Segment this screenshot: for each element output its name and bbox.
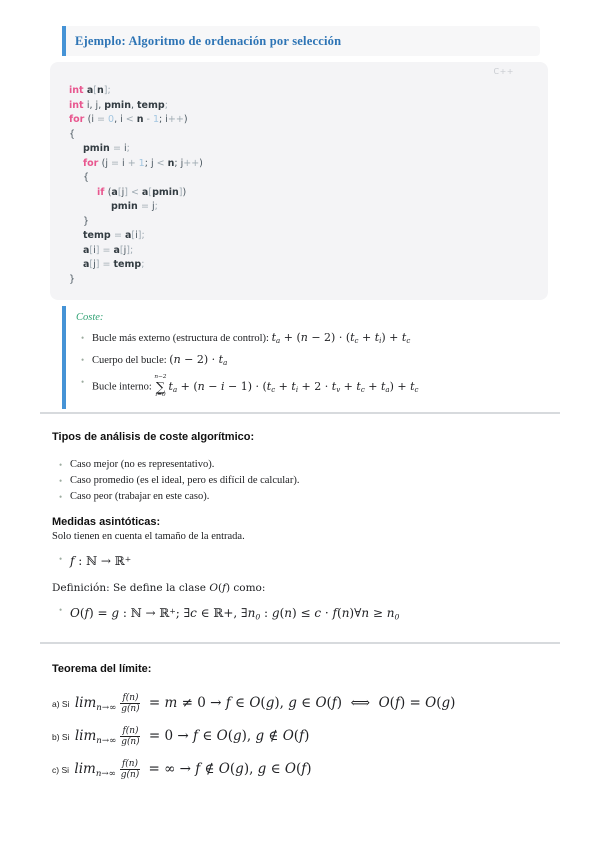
math-token: g bbox=[441, 695, 451, 711]
code-token: a bbox=[141, 186, 149, 198]
math-formula bbox=[75, 726, 310, 747]
math-token: n bbox=[173, 353, 181, 367]
math-token: ( bbox=[326, 695, 332, 711]
math-token: g bbox=[235, 761, 244, 777]
code-token: a bbox=[86, 85, 94, 96]
math-token: O bbox=[378, 695, 390, 711]
math-token: ∈ ℝ+, ∃ bbox=[196, 605, 248, 620]
coste-callout bbox=[62, 306, 536, 409]
math-token: = ∞ → bbox=[144, 761, 196, 777]
code-token: = bbox=[102, 259, 114, 270]
code-token: pmin bbox=[83, 143, 114, 154]
coste-item bbox=[92, 353, 536, 370]
code-token: j bbox=[152, 201, 155, 212]
code-line bbox=[69, 128, 203, 143]
code-token: n bbox=[167, 157, 175, 169]
math-token: ≥ bbox=[369, 605, 387, 620]
code-token: temp bbox=[83, 230, 114, 241]
medidas-list-1 bbox=[54, 553, 560, 568]
math-token: t bbox=[350, 331, 355, 344]
math-token: ), bbox=[243, 761, 258, 777]
code-token: a bbox=[83, 244, 90, 256]
math-token: f bbox=[84, 605, 89, 620]
code-line bbox=[69, 157, 203, 172]
math-token: ) + bbox=[389, 379, 411, 393]
math-token: n bbox=[247, 605, 256, 620]
math-token: : ℕ → ℝ bbox=[119, 605, 170, 620]
code-token: ) bbox=[199, 157, 203, 169]
code-token: j bbox=[93, 259, 96, 270]
math-token: t bbox=[291, 379, 296, 393]
math-token: g bbox=[255, 728, 265, 744]
code-token: j bbox=[121, 186, 125, 198]
section-teorema-limite bbox=[52, 663, 560, 786]
code-line bbox=[69, 200, 203, 215]
section-medidas-asintoticas bbox=[52, 516, 560, 623]
math-token: f bbox=[195, 761, 201, 777]
math-token: g bbox=[111, 605, 120, 620]
math-token: ) + bbox=[381, 331, 402, 344]
math-token: ( bbox=[295, 761, 302, 777]
code-token: a bbox=[111, 186, 118, 198]
math-token: f bbox=[332, 605, 337, 620]
math-token: − 2) · ( bbox=[307, 331, 351, 344]
code-token: = bbox=[141, 201, 153, 212]
code-token: ) bbox=[183, 114, 188, 125]
code-token: for bbox=[69, 114, 88, 125]
math-token: c bbox=[354, 336, 359, 346]
math-token: i bbox=[220, 379, 225, 393]
math-formula bbox=[154, 374, 419, 398]
code-token: [ bbox=[93, 85, 98, 96]
math-token: c bbox=[314, 605, 322, 620]
math-token: n bbox=[386, 605, 395, 620]
coste-item-label: Bucle interno: bbox=[92, 381, 155, 393]
code-token: 1 bbox=[138, 157, 145, 169]
math-token: O bbox=[425, 695, 437, 711]
math-token: O bbox=[284, 761, 296, 777]
math-token: ; ∃ bbox=[175, 605, 191, 620]
math-token: t bbox=[410, 379, 415, 393]
code-token: a bbox=[83, 259, 90, 270]
code-token: pmin bbox=[152, 186, 179, 198]
limit-case bbox=[52, 753, 560, 786]
code-token: ] bbox=[95, 259, 103, 270]
code-token: ] bbox=[137, 230, 142, 241]
math-token: g bbox=[265, 695, 275, 711]
code-line bbox=[69, 244, 203, 259]
math-token: f bbox=[299, 728, 305, 744]
code-token: = bbox=[102, 244, 114, 256]
code-line bbox=[69, 84, 203, 99]
math-token: ( bbox=[79, 605, 85, 620]
code-token: = bbox=[111, 157, 123, 169]
code-token: ( bbox=[107, 186, 112, 198]
math-token: i bbox=[379, 336, 382, 346]
math-token: = 0 → bbox=[144, 728, 194, 744]
math-token: ∉ bbox=[200, 761, 219, 777]
math-token: = bbox=[144, 695, 165, 711]
code-token: { bbox=[69, 128, 76, 140]
math-token: ( bbox=[436, 695, 442, 711]
math-token: ) bbox=[450, 695, 456, 711]
math-token: O bbox=[218, 761, 230, 777]
code-line bbox=[69, 273, 203, 288]
math-token: n bbox=[341, 605, 350, 620]
math-token: lim bbox=[74, 761, 96, 777]
math-token: t bbox=[218, 353, 224, 367]
coste-title: Coste: bbox=[76, 312, 104, 323]
section-title: Tipos de análisis de coste algorítmico: bbox=[52, 431, 255, 443]
math-token: a bbox=[223, 358, 228, 368]
math-token: n→∞ bbox=[96, 735, 117, 746]
code-token: } bbox=[83, 215, 90, 227]
math-token: ∈ bbox=[198, 728, 217, 744]
code-token: = bbox=[114, 230, 125, 241]
code-token: i, j, bbox=[86, 99, 105, 111]
code-token: ; bbox=[164, 99, 168, 111]
math-token: t bbox=[401, 331, 407, 344]
math-formula bbox=[272, 331, 411, 344]
code-lines bbox=[69, 84, 203, 287]
coste-list bbox=[76, 331, 536, 398]
math-token: n bbox=[197, 379, 205, 393]
code-token: < bbox=[127, 186, 142, 198]
code-token: temp bbox=[113, 259, 142, 270]
code-line bbox=[69, 215, 203, 230]
limit-case-prefix: a) Si bbox=[52, 698, 72, 709]
math-token: : ℕ → ℝ bbox=[74, 554, 125, 569]
math-token: t bbox=[271, 331, 277, 344]
math-token: ) bbox=[304, 728, 310, 744]
math-token: Definición: Se define la clase bbox=[52, 582, 210, 595]
math-token: f bbox=[331, 695, 337, 711]
code-token: [ bbox=[119, 244, 124, 256]
math-formula bbox=[75, 693, 456, 714]
list-item: • Caso promedio (es el ideal, pero es difícil de calcular). bbox=[70, 476, 552, 487]
code-token: [ bbox=[89, 259, 94, 270]
math-token: c bbox=[406, 336, 411, 346]
code-token: + bbox=[127, 157, 139, 169]
code-token: ] bbox=[126, 244, 130, 256]
math-token: f bbox=[225, 695, 231, 711]
code-token: ) bbox=[182, 186, 187, 198]
definicion-text bbox=[52, 582, 560, 594]
math-token: lim bbox=[74, 728, 97, 744]
math-token: ) bbox=[306, 761, 312, 777]
math-token: + ( bbox=[280, 331, 301, 344]
math-token: ) ⟺ bbox=[336, 695, 379, 711]
math-token: · bbox=[321, 605, 333, 620]
math-token: t bbox=[374, 331, 380, 344]
math-token: t bbox=[266, 379, 272, 393]
code-token: temp bbox=[137, 99, 165, 111]
math-token: n→∞ bbox=[96, 702, 117, 713]
math-token: t bbox=[331, 379, 337, 393]
math-token: O bbox=[282, 728, 294, 744]
page-title: Ejemplo: Algoritmo de ordenación por selección bbox=[75, 33, 342, 48]
math-token: : bbox=[260, 605, 272, 620]
math-token: + ( bbox=[177, 379, 198, 393]
code-token: ; j bbox=[174, 157, 184, 169]
math-token: c bbox=[190, 605, 197, 620]
math-token: c bbox=[271, 384, 276, 394]
code-token: ; bbox=[154, 201, 158, 212]
math-token: f bbox=[301, 761, 307, 777]
math-token: a bbox=[172, 384, 178, 394]
math-token: n−2 ∑ i=0 bbox=[154, 374, 167, 398]
code-token: int bbox=[69, 99, 87, 111]
code-token: ; bbox=[141, 230, 145, 241]
math-token: + bbox=[275, 379, 292, 393]
code-token: pmin bbox=[111, 201, 142, 212]
code-token: } bbox=[69, 273, 76, 285]
limit-case bbox=[52, 687, 560, 720]
math-formula bbox=[70, 606, 399, 620]
math-token: lim bbox=[74, 695, 97, 711]
math-token: ) = bbox=[399, 695, 426, 711]
math-token: ( bbox=[389, 695, 395, 711]
code-token: [ bbox=[89, 244, 94, 256]
math-token: O bbox=[209, 582, 218, 595]
math-token: ) como: bbox=[225, 582, 266, 595]
medidas-intro-text: Solo tienen en cuenta el tamaño de la entrada. bbox=[52, 531, 245, 542]
math-token: ( bbox=[260, 695, 266, 711]
math-token: O bbox=[70, 605, 80, 620]
code-line bbox=[69, 186, 203, 201]
math-token: − bbox=[204, 379, 221, 393]
code-token: ; bbox=[107, 85, 111, 96]
math-token: $\frac{f(n)}{g(n)}$ bbox=[121, 725, 140, 747]
math-token: ), bbox=[274, 695, 289, 711]
math-token: i bbox=[295, 384, 299, 394]
math-token: f bbox=[394, 695, 400, 711]
list-item bbox=[70, 553, 560, 568]
math-token: n→∞ bbox=[95, 768, 116, 779]
math-token: g bbox=[288, 695, 297, 711]
code-token: ++ bbox=[167, 114, 184, 125]
code-token: pmin bbox=[104, 99, 131, 111]
math-token: + bbox=[169, 606, 176, 616]
math-token: + 2 · bbox=[298, 379, 332, 393]
math-token: − 1) · ( bbox=[224, 379, 267, 393]
math-token: ) = bbox=[88, 605, 112, 620]
math-token: + bbox=[364, 379, 381, 393]
math-token: c bbox=[414, 384, 419, 394]
math-token: )∀ bbox=[349, 605, 362, 620]
math-token: 0 bbox=[255, 612, 261, 622]
list-item: • Caso peor (trabajar en este caso). bbox=[70, 492, 552, 503]
code-line bbox=[69, 229, 203, 244]
code-token: ++ bbox=[183, 157, 200, 169]
math-token: ∈ bbox=[230, 695, 250, 711]
code-line bbox=[69, 99, 203, 114]
code-token: = bbox=[97, 114, 109, 125]
list-item bbox=[70, 604, 560, 623]
math-token: t bbox=[356, 379, 361, 393]
math-formula bbox=[70, 554, 131, 568]
code-token: , i bbox=[114, 114, 126, 125]
math-token: $\frac{f(n)}{g(n)}$ bbox=[120, 758, 140, 780]
code-token: ; bbox=[126, 143, 130, 154]
code-token: ] bbox=[124, 186, 128, 198]
section-title: Medidas asintóticas: bbox=[52, 516, 161, 528]
math-token: ∈ bbox=[296, 695, 316, 711]
code-token: i bbox=[135, 230, 138, 241]
code-line bbox=[69, 258, 203, 273]
math-token: f bbox=[70, 554, 75, 569]
math-token: g bbox=[271, 605, 280, 620]
math-token: c bbox=[360, 384, 365, 394]
math-token: g bbox=[257, 761, 267, 777]
code-token: j bbox=[123, 244, 127, 256]
math-token: m bbox=[164, 695, 178, 711]
section-divider bbox=[40, 412, 560, 414]
code-token: 1 bbox=[152, 114, 160, 125]
code-line bbox=[69, 171, 203, 186]
math-token: ) ≤ bbox=[291, 605, 315, 620]
math-token: + bbox=[340, 379, 357, 393]
math-token: g bbox=[232, 728, 242, 744]
math-token: a bbox=[385, 384, 390, 394]
math-token: ( bbox=[337, 605, 342, 620]
list-item: • Caso mejor (no es representativo). bbox=[70, 460, 552, 471]
code-token: [ bbox=[148, 186, 153, 198]
math-token: n bbox=[284, 605, 292, 620]
math-token: ≠ 0 → bbox=[177, 695, 226, 711]
math-token: f bbox=[222, 582, 226, 595]
math-token: ( bbox=[169, 353, 174, 367]
code-token: n bbox=[97, 85, 104, 96]
code-token: (i bbox=[87, 114, 98, 125]
section-title: Teorema del límite: bbox=[52, 663, 152, 675]
code-token: n bbox=[136, 114, 144, 125]
code-token: a bbox=[124, 230, 132, 241]
code-block bbox=[50, 62, 548, 300]
math-token: t bbox=[168, 379, 173, 393]
code-line bbox=[69, 142, 203, 157]
math-token: ( bbox=[293, 728, 300, 744]
section-divider bbox=[40, 642, 560, 644]
limit-cases bbox=[52, 687, 560, 786]
limit-case-prefix: b) Si bbox=[52, 731, 72, 742]
code-token: ] bbox=[95, 244, 103, 256]
code-token: int bbox=[69, 85, 87, 96]
math-token: + bbox=[124, 555, 132, 564]
math-token: f bbox=[193, 728, 199, 744]
code-token: ; j bbox=[144, 157, 157, 169]
math-token: $\frac{f(n)}{g(n)}$ bbox=[121, 692, 140, 714]
math-token: ( bbox=[227, 728, 233, 744]
code-token: ; bbox=[130, 244, 134, 256]
code-token: ; i bbox=[159, 114, 168, 125]
math-token: O bbox=[315, 695, 327, 711]
coste-item-label: Bucle más externo (estructura de control): bbox=[92, 333, 272, 344]
code-token: a bbox=[113, 244, 120, 256]
code-token: < bbox=[156, 157, 168, 169]
math-token: n bbox=[361, 605, 370, 620]
math-formula bbox=[169, 353, 227, 366]
tipos-list bbox=[54, 460, 552, 503]
math-token: t bbox=[380, 379, 386, 393]
limit-case-prefix: c) Si bbox=[52, 764, 72, 775]
code-token: [ bbox=[117, 186, 122, 198]
math-token: ∈ bbox=[266, 761, 285, 777]
math-token: ( bbox=[279, 605, 285, 620]
code-token: ; bbox=[141, 259, 145, 270]
code-language-label: C++ bbox=[493, 67, 514, 76]
code-token: ] bbox=[178, 186, 183, 198]
coste-item bbox=[92, 331, 536, 348]
limit-case bbox=[52, 720, 560, 753]
math-token: n bbox=[300, 331, 308, 344]
math-token: v bbox=[336, 384, 341, 394]
code-token: , bbox=[130, 99, 137, 111]
math-token: O bbox=[249, 695, 261, 711]
math-token: + bbox=[358, 331, 375, 344]
section-heading-ejemplo bbox=[62, 26, 540, 56]
code-token: i bbox=[93, 244, 96, 256]
math-token: ∉ bbox=[264, 728, 283, 744]
math-token: O bbox=[216, 728, 228, 744]
math-token: ), bbox=[241, 728, 256, 744]
code-token: i bbox=[122, 157, 128, 169]
code-token: - bbox=[143, 114, 153, 125]
math-token: a bbox=[276, 336, 281, 346]
coste-item bbox=[92, 375, 536, 398]
math-token: − 2) · bbox=[180, 353, 219, 367]
math-token: ( bbox=[217, 582, 223, 595]
code-token: = bbox=[113, 143, 125, 154]
code-token: ] bbox=[103, 85, 108, 96]
code-token: { bbox=[83, 172, 90, 183]
code-token: if bbox=[97, 186, 108, 198]
code-token: [ bbox=[131, 230, 136, 241]
code-token: (j bbox=[101, 157, 112, 169]
math-token: ( bbox=[229, 761, 236, 777]
code-token: for bbox=[83, 157, 102, 169]
medidas-list-2 bbox=[54, 604, 560, 623]
coste-item-label: Cuerpo del bucle: bbox=[92, 355, 170, 367]
section-tipos-analisis bbox=[52, 431, 552, 508]
code-token: i bbox=[124, 143, 127, 154]
math-formula bbox=[74, 759, 311, 780]
code-line bbox=[69, 113, 203, 128]
code-token: 0 bbox=[108, 114, 115, 125]
code-token: < bbox=[125, 114, 137, 125]
math-token: 0 bbox=[394, 612, 400, 622]
